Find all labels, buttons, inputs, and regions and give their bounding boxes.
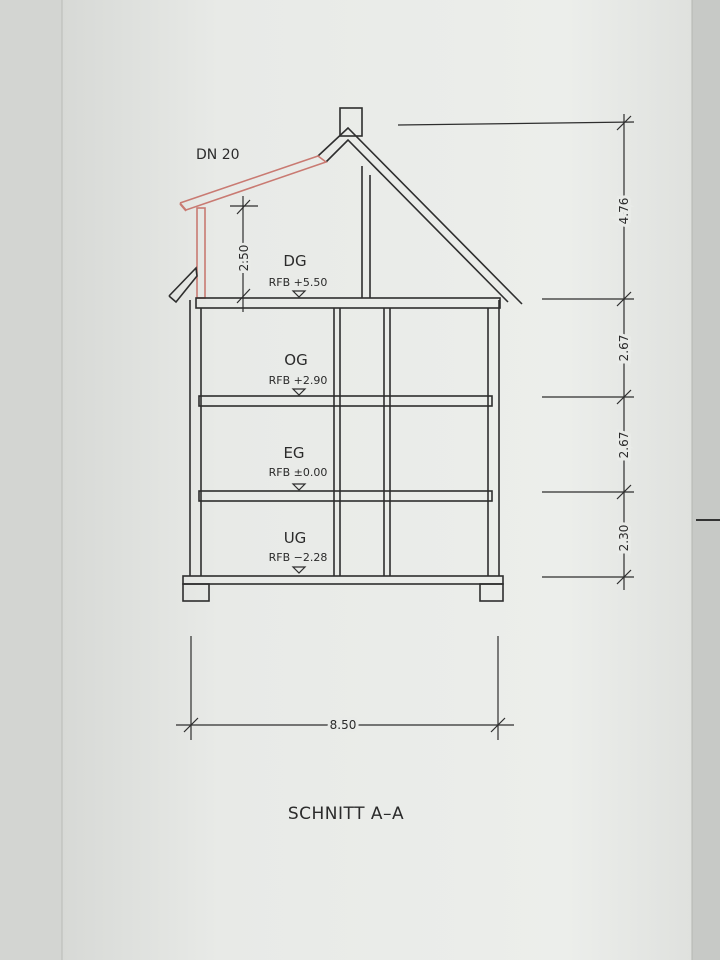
floor-name-og: OG	[284, 351, 308, 369]
width-label: 8.50	[329, 718, 357, 732]
left-page-edge	[0, 0, 70, 960]
floor-level-og: RFB +2.90	[268, 374, 328, 387]
eg-height-label: 2.67	[617, 431, 631, 459]
floor-level-dg: RFB +5.50	[268, 276, 328, 289]
og-height-label: 2.67	[617, 334, 631, 362]
drawing-title: SCHNITT A–A	[287, 804, 405, 824]
roof-height-label: 4.76	[617, 197, 631, 225]
roof-pitch-label: DN 20	[196, 147, 240, 163]
floor-level-eg: RFB ±0.00	[268, 466, 328, 479]
ug-height-label: 2.30	[617, 524, 631, 552]
floor-level-ug: RFB −2.28	[268, 551, 328, 564]
floor-name-ug: UG	[283, 529, 307, 547]
floor-name-eg: EG	[283, 444, 305, 462]
dormer-height-label: 2.50	[237, 244, 251, 272]
floor-name-dg: DG	[283, 252, 307, 270]
